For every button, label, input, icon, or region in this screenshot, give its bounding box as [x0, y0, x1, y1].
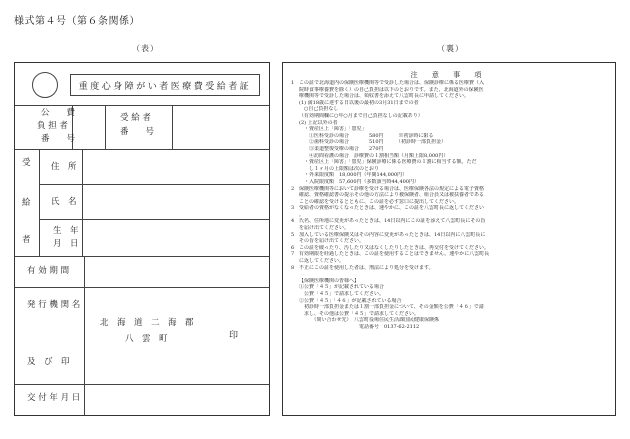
note-line	[291, 245, 607, 252]
rule	[82, 149, 83, 256]
note-text: ②歯科受診の場合 510円 （初診時一部負担金）	[299, 139, 447, 146]
note-line	[291, 238, 607, 245]
note-line	[291, 113, 607, 120]
note-text: 氏名、住所地に変更があったときは、14日以内にこの証を添えて八雲町長にその旨	[299, 218, 486, 225]
note-line	[291, 133, 607, 140]
note-text: を届け出てください。	[299, 225, 350, 232]
note-number: 4	[291, 218, 295, 225]
recipient-number-label-1: 受 給 者	[120, 113, 151, 123]
note-text: 電話番号 0137-62-2112	[299, 323, 420, 330]
note-text: ・入院限度額 57,600円（多数該当時44,400円）	[299, 178, 419, 185]
note-text: 不正にこの証を使用した者は、刑法により処分を受けます。	[299, 264, 434, 271]
note-line	[291, 192, 607, 199]
photo-circle	[32, 72, 58, 98]
note-text: ④訪問看護の場合 診療費の１割相当額（月額上限8,000円）	[299, 152, 449, 159]
note-line	[291, 251, 607, 258]
front-side-label: （表）	[132, 44, 159, 53]
note-line	[291, 218, 607, 225]
valid-period-label: 有 効 期 間	[27, 266, 70, 276]
note-line	[291, 311, 607, 318]
payer-label-3: 番 号	[41, 134, 76, 144]
note-line	[291, 212, 607, 219]
birth-label-1: 生 年	[53, 226, 79, 236]
note-text: (1) 満18歳に達する日以後の最初の3月31日までの者	[299, 99, 419, 106]
front-card	[14, 62, 270, 416]
note-line	[291, 284, 607, 291]
note-line	[291, 172, 607, 179]
recipient-group-3: 者	[22, 235, 31, 245]
note-line	[291, 139, 607, 146]
note-text: 求し、その他は公費「４５」で請求してください。	[299, 310, 420, 317]
payer-label-2: 負 担 者	[37, 121, 68, 131]
rule	[105, 105, 106, 149]
rule	[84, 287, 85, 384]
note-text: その旨を届け出てください。	[299, 238, 365, 245]
note-line	[291, 199, 607, 206]
note-text: 院時食事療養費を除く）の自己負担は以下のとおりです。また、北海道外の保険医	[299, 86, 484, 93]
rule	[84, 256, 85, 287]
note-text: ・外来限度額 18,000円（年間144,000円）	[299, 172, 408, 179]
note-line	[291, 291, 607, 298]
rule	[15, 384, 269, 385]
note-text: （有効期間欄に○年○月まで自己負担なしの記載あり）	[299, 112, 423, 119]
note-number: 5	[291, 231, 295, 238]
recipient-number-label-2: 番 号	[120, 127, 155, 137]
note-line	[291, 166, 607, 173]
note-line	[291, 153, 607, 160]
note-text: ①公費「４５」が記載されている場合	[299, 284, 385, 291]
note-line	[291, 265, 607, 272]
name-label: 氏 名	[51, 197, 77, 207]
note-number: 8	[291, 264, 295, 271]
note-line	[291, 93, 607, 100]
note-text: 加入している医療保険又はその内容に変更があったときは、14日以内に八雲町長に	[299, 231, 486, 238]
note-line	[291, 317, 607, 324]
issuer-and-seal-label: 及 び 印	[27, 357, 70, 367]
note-line	[291, 126, 607, 133]
back-side-label: （裏）	[437, 44, 464, 53]
note-text: ①医科受診の場合 580円 ※初診時に限る	[299, 132, 434, 139]
rule	[39, 219, 269, 220]
rule	[39, 184, 269, 185]
note-line	[291, 100, 607, 107]
note-line	[291, 87, 607, 94]
note-line	[291, 324, 607, 331]
recipient-group-2: 給	[22, 198, 31, 208]
rule	[39, 149, 40, 256]
note-text: 初診時一部負担金または１割一部負担金について、その金額を公費「４６」で請	[299, 304, 484, 311]
note-line	[291, 304, 607, 311]
note-line	[291, 205, 607, 212]
rule	[15, 105, 269, 106]
note-number: 3	[291, 205, 295, 212]
note-line	[291, 106, 607, 113]
note-text: 有効期限を経過したときは、この証を使用することはできません。速やかに八雲町長	[299, 251, 490, 258]
note-text: 保険医療機関等において診療を受ける場合は、医療保険各法の規定による電子資格	[299, 185, 485, 192]
note-line	[291, 179, 607, 186]
note-text: に返してください。	[299, 258, 345, 265]
note-line	[291, 146, 607, 153]
note-line	[291, 278, 607, 285]
note-text: この証で北海道内の保険医療機関等で受診した場合は、保険診療に係る医療費（入	[299, 80, 485, 86]
note-line	[291, 159, 607, 166]
address-label: 住 所	[51, 162, 77, 172]
rule	[15, 256, 269, 257]
birth-label-2: 月 日	[53, 239, 79, 249]
note-number: 2	[291, 185, 295, 192]
form-number: 様式第４号（第６条関係）	[14, 16, 140, 27]
seal-mark: 印	[229, 331, 239, 341]
note-number: 7	[291, 251, 295, 258]
issue-date-label: 交 付 年 月 日	[27, 393, 81, 403]
note-text: 【保険医療機関の皆様へ】	[299, 277, 360, 284]
notes-title: 注 意 事 項	[410, 71, 488, 79]
rule	[15, 149, 269, 150]
note-number: 6	[291, 244, 295, 251]
note-line	[291, 298, 607, 305]
note-text: ことの確認を受けるとともに、この証を必ず窓口に提出してください。	[299, 198, 460, 205]
note-text: ・資産区上「障害」「患児」保険診療に係る医療費の１割に相当する額。ただ	[299, 159, 477, 166]
note-text: 公費「４５」で請求してください。	[299, 291, 385, 297]
notes-list	[291, 80, 607, 331]
note-line	[291, 80, 607, 87]
note-number: 1	[291, 80, 295, 86]
note-text: 。	[299, 211, 305, 218]
issuer-town: 八 雲 町	[125, 334, 168, 344]
note-line	[291, 225, 607, 232]
note-text: 療機関等で受診した場合は、領収書を添えて八雲町長に申請してください。	[299, 93, 470, 100]
rule	[15, 287, 269, 288]
rule	[172, 105, 173, 149]
issuer-address: 北 海 道 二 海 郡	[100, 318, 194, 328]
rule	[84, 384, 85, 415]
note-text: この証を破ったり、汚したり又はなくしたりしたときは、再交付を受けてください。	[299, 244, 490, 251]
note-line	[291, 120, 607, 127]
note-text: ②公費「４５」「４６」が記載されている場合	[299, 297, 402, 304]
payer-label-1: 公 費	[41, 108, 76, 118]
note-text: 確認、資格確認書の提示その他の方法により被保険者、組合員又は被扶養者である	[299, 192, 485, 199]
note-text: 受給者の資格がなくなったときは、速やかに、この証を八雲町長に返してください	[299, 205, 485, 212]
certificate-title: 重度心身障がい者医療費受給者証	[70, 74, 260, 96]
note-text: ・資産区上「障害」「患児」	[299, 126, 367, 133]
note-line	[291, 186, 607, 193]
note-text: （問い合わせ先） 八雲町役場住民生活課国民健康保険係	[299, 317, 440, 324]
note-text: し１ヶ月の上限額は次のとおり	[299, 165, 380, 172]
issuer-label: 発 行 機 関 名	[27, 300, 81, 310]
note-line	[291, 232, 607, 239]
note-text: ③柔道整復受療の場合 270円	[299, 145, 384, 152]
note-line	[291, 271, 607, 278]
back-card	[282, 62, 616, 416]
recipient-group-1: 受	[22, 158, 31, 168]
note-text: (2) 上記以外の者	[299, 119, 338, 126]
note-text: ○自己負担なし	[299, 106, 339, 113]
note-line	[291, 258, 607, 265]
